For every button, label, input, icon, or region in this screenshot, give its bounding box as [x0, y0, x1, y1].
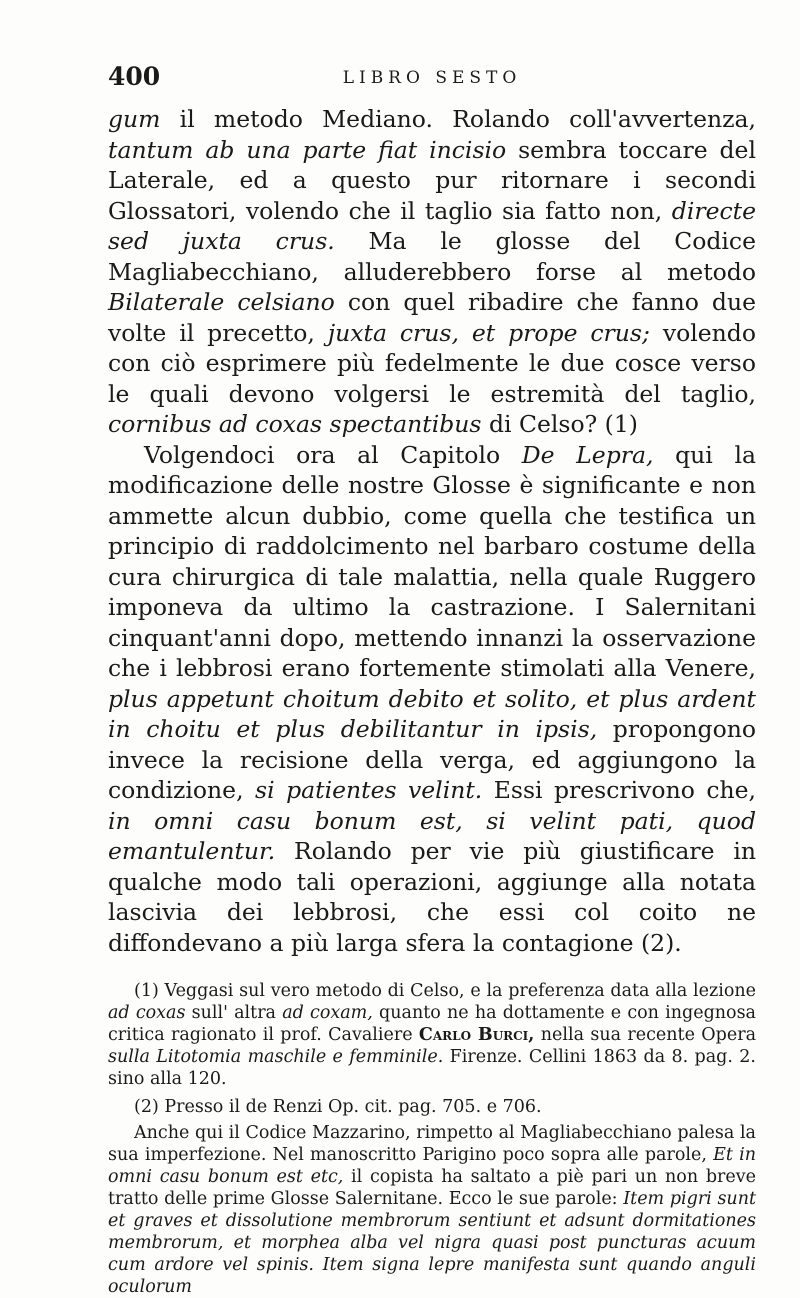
text-run: juxta crus, et prope crus; — [327, 318, 650, 347]
footnote-continuation — [108, 1122, 756, 1298]
text-run: con quel ribadire che fanno due volte il precetto, — [108, 288, 756, 347]
text-run: ad coxam, — [282, 1003, 373, 1023]
text-run: si patientes velint. — [255, 776, 483, 804]
text-run: gum — [108, 105, 161, 133]
text-run: Rolando per vie più giustificare in qualche modo tali operazioni, aggiunge alla notata lascivia dei lebbrosi, che essi col coito ne diffondevano a più larga sfera la contagione (2). — [108, 837, 756, 957]
text-run: il metodo Mediano. Rolando coll'avvertenza, — [160, 105, 756, 133]
paragraph — [108, 440, 756, 959]
page-header — [108, 62, 756, 104]
text-run: Essi prescrivono che, — [482, 776, 757, 804]
text-run: Anche qui il Codice Mazzarino, rimpetto al Magliabecchiano palesa la sua imperfezione. Nel manoscritto Parigino poco sopra alle parole, — [108, 1123, 756, 1165]
running-head: LIBRO SESTO — [342, 68, 522, 88]
text-run: (2) Presso il de Renzi Op. cit. pag. 705. e 706. — [134, 1097, 542, 1117]
text-run: tantum ab una parte fiat incisio — [108, 135, 507, 164]
paragraph — [108, 104, 756, 440]
text-run: Volgendoci ora al Capitolo — [144, 440, 522, 469]
text-run: (1) Veggasi sul vero metodo di Celso, e la preferenza data alla lezione — [134, 981, 756, 1001]
text-run: Firenze. Cellini 1863 da 8. pag. 2. sino alla 120. — [108, 1047, 756, 1089]
page-number: 400 — [108, 62, 161, 91]
text-run: Item pigri sunt et graves et dissolutione membrorum sentiunt et adsunt dormitationes membrorum, et morphea alba vel nigra quasi post puncturas acuum cum ardore vel spinis. Item signa lepre manifesta sunt quando anguli oculorum — [108, 1189, 757, 1297]
text-run: cornibus ad coxas spectantibus — [108, 410, 482, 438]
text-run: propongono invece la recisione della verga, ed aggiungono la condizione, — [108, 715, 756, 804]
text-run: sembra toccare del Laterale, ed a questo pur ritornare i secondi Glossatori, volendo che il taglio sia fatto non, — [108, 135, 756, 225]
text-run: plus appetunt choitum debito et solito, et plus ardent in choitu et plus debilitantur in ipsis, — [108, 684, 756, 743]
main-text — [108, 104, 756, 958]
text-run: Carlo Burci, — [418, 1025, 535, 1045]
text-run: Bilaterale celsiano — [108, 288, 335, 316]
text-run: di Celso? (1) — [481, 410, 638, 438]
text-run: volendo con ciò esprimere più fedelmente le due cosce verso le quali devono volgersi le estremità del taglio, — [108, 318, 756, 408]
text-run: quanto ne ha dottamente e con ingegnosa critica ragionato il prof. Cavaliere — [108, 1003, 756, 1045]
text-run: sulla Litotomia maschile e femminile. — [108, 1047, 444, 1067]
text-run: qui la modificazione delle nostre Glosse è significante e non ammette alcun dubbio, come quella che testifica un principio di raddolcimento nel barbaro costume della cura chirurgica di tale malattia, nella quale Ruggero imponeva da ultimo la castrazione. I Salernitani cinquant'anni dopo, mettendo innanzi la osservazione che i lebbrosi erano fortemente stimolati alla Venere, — [108, 440, 756, 682]
footnote — [108, 980, 756, 1090]
text-run: Ma le glosse del Codice Magliabecchiano, alluderebbero forse al metodo — [108, 227, 756, 286]
text-run: De Lepra, — [521, 440, 654, 469]
text-run: in omni casu bonum est, si velint pati, quod emantulentur. — [108, 806, 756, 865]
footnotes — [108, 980, 756, 1298]
text-run: nella sua recente Opera — [534, 1025, 756, 1045]
footnote — [108, 1096, 756, 1118]
text-run: Et in omni casu bonum est etc, — [108, 1145, 756, 1187]
text-run: ad coxas — [108, 1003, 186, 1023]
text-run: il copista ha saltato a piè pari un non breve tratto delle prime Glosse Salernitane. Ecco le sue parole: — [108, 1167, 756, 1209]
text-run: directe sed juxta crus. — [108, 196, 756, 255]
text-run: sull' altra — [185, 1003, 283, 1023]
